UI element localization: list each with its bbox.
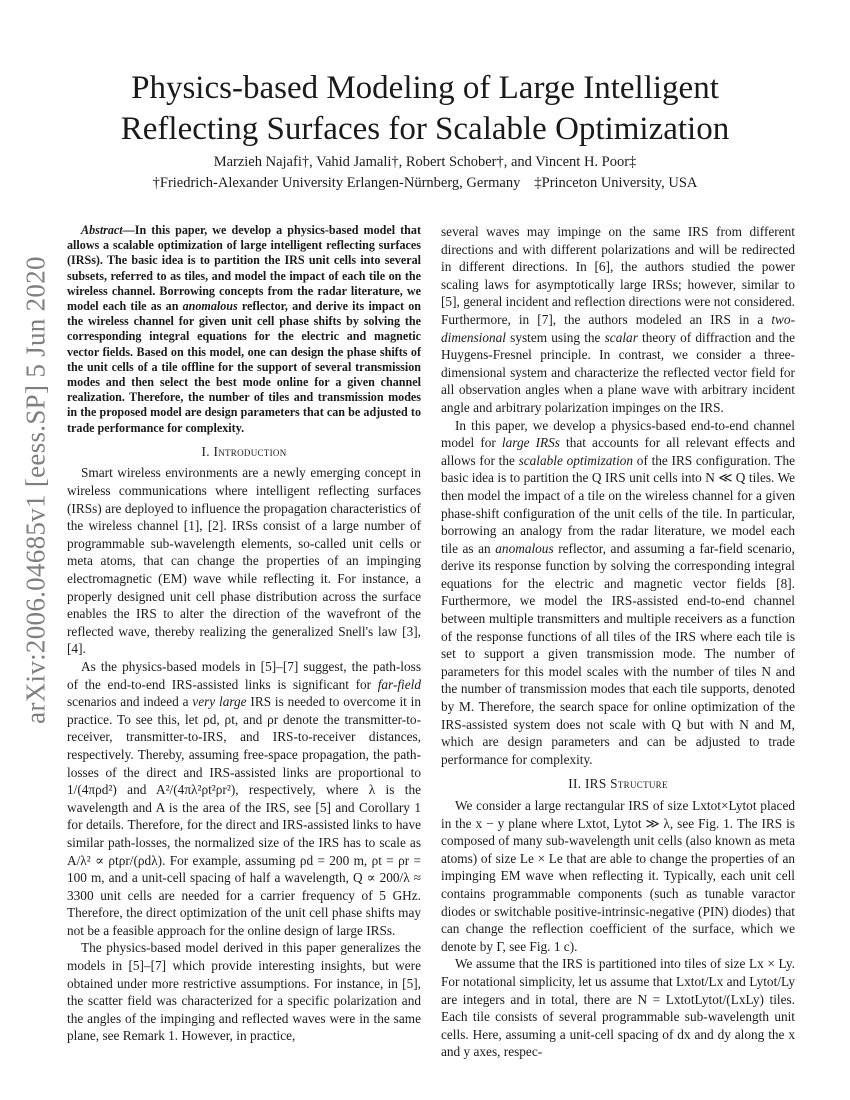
abstract-text-1: In this paper, we develop a physics-based model that allows a scalable optimization of large intelligent reflecting surfaces (IRSs). The basic idea is to partition the IRS unit cells into several subsets, referred to as tiles, and model the impact of each tile on the wireless channel. Borrowing concepts from the radar literature, we model each tile as an (67, 223, 421, 314)
section-heading-irs-structure (441, 775, 795, 793)
intro-paragraph-5: In this paper, we develop a physics-based end-to-end channel model for large IRSs that accounts for all relevant effects and allows for the scalable optimization of the IRS configuration. The basic idea is to partition the Q IRS unit cells into N ≪ Q tiles. We then model the impact of a tile on the wireless channel for a given phase-shift configuration of the unit cells of the tile. In particular, borrowing an analogy from the radar literature, we model each tile as an anomalous reflector, and assuming a far-field scenario, derive its response function by solving the corresponding integral equations for the electric and magnetic vector fields [8]. Furthermore, we model the IRS-assisted end-to-end channel between multiple transmitters and multiple receivers as a function of the response functions of all tiles of the IRS where each tile is set to support a given transmission mode. The number of parameters for this model scales with the number of tiles N and the number of transmission modes that each tile supports, denoted by M. Therefore, the search space for online optimization of the IRS-assisted system does not scale with Q but with N and M, which are design parameters and can be adjusted to trade performance for complexity. (441, 417, 795, 767)
right-column (441, 223, 795, 1061)
section-name: IRS Structure (584, 776, 668, 792)
intro-paragraph-4: several waves may impinge on the same IRS from different directions and with different polarizations and will be redirected in different directions. In [6], the authors studied the power scaling laws for asymptotically large IRSs; however, similar to [5], general incident and reflection directions were not considered. Furthermore, in [7], the authors modeled an IRS in a two-dimensional system using the scalar theory of diffraction and the Huygens-Fresnel principle. In contrast, we consider a three-dimensional system and characterize the reflected vector field for all observation angles when a plane wave with arbitrary incident angle and arbitrary polarization impinges on the IRS. (441, 224, 795, 415)
arxiv-sidebar-stamp (4, 256, 68, 724)
affiliation-2: ‡Princeton University, USA (534, 175, 698, 191)
intro-paragraph-3: The physics-based model derived in this paper generalizes the models in [5]–[7] which provide interesting insights, but were obtained under more restrictive assumptions. For instance, in [5], the scatter field was characterized for a specific polarization and the angles of the impinging and reflected waves were in the same plane, see Remark 1. However, in practice, (67, 940, 421, 1044)
title-line-2: Reflecting Surfaces for Scalable Optimization (120, 111, 730, 147)
title-line-1: Physics-based Modeling of Large Intelligent (131, 70, 719, 106)
arxiv-id: arXiv:2006.04685v1 [eess.SP] 5 Jun 2020 (20, 256, 51, 724)
abstract-emph-anomalous: anomalous (182, 299, 238, 314)
left-column (67, 223, 421, 1045)
affiliations (80, 173, 770, 194)
section-numeral: II. (568, 776, 582, 792)
affiliation-1: †Friedrich-Alexander University Erlangen-Nürnberg, Germany (152, 175, 521, 191)
section-numeral: I. (201, 443, 210, 459)
author-list: Marzieh Najafi†, Vahid Jamali†, Robert Schober†, and Vincent H. Poor‡ (213, 154, 637, 170)
section-name: Introduction (213, 443, 287, 459)
intro-paragraph-2: As the physics-based models in [5]–[7] suggest, the path-loss of the end-to-end IRS-assisted links is significant for far-field scenarios and indeed a very large IRS is needed to overcome it in practice. To see this, let ρd, ρt, and ρr denote the transmitter-to-receiver, transmitter-to-IRS, and IRS-to-receiver distances, respectively. Thereby, assuming free-space propagation, the path-losses of the direct and IRS-assisted links are proportional to 1/(4πρd²) and A²/(4πλ²ρt²ρr²), respectively, where λ is the wavelength and A is the area of the IRS, see [5] and Corollary 1 for details. Therefore, for the direct and IRS-assisted links to have similar path-losses, the normalized size of the IRS has to scale as A/λ² ∝ ρtρr/(ρdλ). For example, assuming ρd = 200 m, ρt = ρr = 100 m, and a unit-cell spacing of half a wavelength, Q ∝ 200/λ ≈ 3300 unit cells are needed for a carrier frequency of 5 GHz. Therefore, the direct optimization of the unit cell phase shifts may not be a feasible approach for the online design of large IRSs. (67, 658, 422, 938)
irs-structure-paragraph-2: We assume that the IRS is partitioned into tiles of size Lx × Ly. For notational simplicity, let us assume that Lxtot/Lx and Lytot/Ly are integers and in total, there are N = LxtotLytot/(LxLy) tiles. Each tile consists of several programmable sub-wavelength unit cells. Here, assuming a unit-cell spacing of dx and dy along the x and y axes, respec- (441, 956, 795, 1060)
abstract (67, 223, 421, 436)
abstract-dash: — (122, 223, 135, 237)
section-heading-introduction (67, 443, 421, 461)
abstract-lead: Abstract (81, 223, 123, 237)
irs-structure-paragraph-1: We consider a large rectangular IRS of size Lxtot×Lytot placed in the x − y plane where Lxtot, Lytot ≫ λ, see Fig. 1. The IRS is composed of many sub-wavelength unit cells (also known as meta atoms) of size Le × Le that are able to change the properties of an impinging EM wave when reflecting it. Typically, each unit cell contains programmable components (such as tunable varactor diodes or switchable positive-intrinsic-negative (PIN) diodes) that can change the reflection coefficient of the surface, which we denote by Γ, see Fig. 1 c). (441, 798, 795, 954)
abstract-text-2: reflector, and derive its impact on the wireless channel for given unit cell phase shifts by solving the corresponding integral equations for the electric and magnetic vector fields. Based on this model, one can design the phase shifts of the unit cells of a tile offline for the support of several transmission modes and then select the best mode online for a given channel realization. Therefore, the number of tiles and transmission modes in the proposed model are design parameters that can be adjusted to trade performance for complexity. (67, 299, 421, 435)
paper-title (80, 68, 770, 150)
author-block (80, 152, 770, 194)
intro-paragraph-1: Smart wireless environments are a newly emerging concept in wireless communications where intelligent reflecting surfaces (IRSs) are deployed to influence the propagation characteristics of the wireless channel [1], [2]. IRSs consist of a large number of programmable sub-wavelength elements, so-called unit cells or meta atoms, that can change the properties of an impinging electromagnetic (EM) wave while reflecting it. For instance, a properly designed unit cell phase distribution across the surface enables the IRS to alter the direction of the wavefront of the reflected wave, thereby realizing the generalized Snell's law [3], [4]. (67, 465, 421, 657)
